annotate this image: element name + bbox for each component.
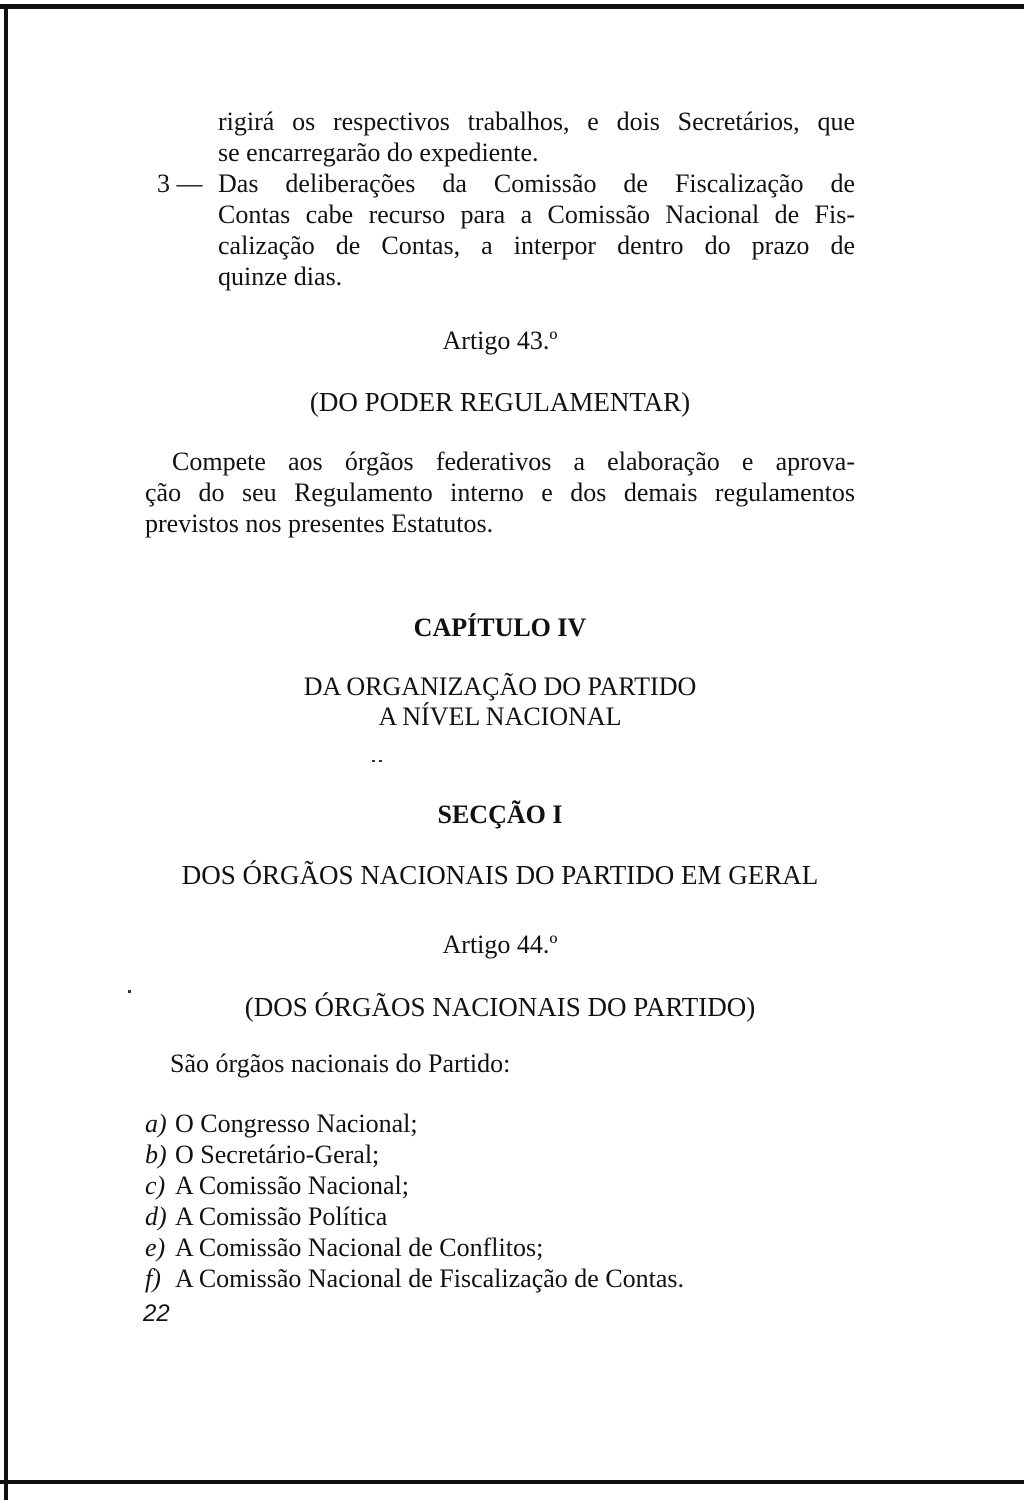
page-border-left <box>4 4 8 1500</box>
list-item: A Comissão Nacional de Fiscalização de Contas. <box>175 1264 685 1293</box>
item-number: 3 — <box>157 169 203 198</box>
paragraph-line: Contas cabe recurso para a Comissão Nacional de Fis- <box>218 200 855 229</box>
article-intro: São órgãos nacionais do Partido: <box>170 1049 511 1078</box>
page-border-top <box>0 4 1024 9</box>
list-item-letter: d) <box>145 1202 167 1231</box>
list-item: A Comissão Nacional de Conflitos; <box>175 1233 544 1262</box>
paragraph-line: ção do seu Regulamento interno e dos demais regulamentos <box>145 478 855 507</box>
paragraph-line: rigirá os respectivos trabalhos, e dois Secretários, que <box>218 107 855 136</box>
page-number: 22 <box>143 1300 170 1327</box>
paragraph-line: quinze dias. <box>218 262 343 291</box>
section-title: DOS ÓRGÃOS NACIONAIS DO PARTIDO EM GERAL <box>181 860 819 890</box>
paragraph-line: Compete aos órgãos federativos a elaboração e aprova- <box>172 447 855 476</box>
list-item: A Comissão Nacional; <box>175 1171 409 1200</box>
list-item-letter: e) <box>145 1233 166 1262</box>
list-item-letter: a) <box>145 1109 167 1138</box>
paragraph-line: calização de Contas, a interpor dentro do prazo de <box>218 231 855 260</box>
paragraph-line: previstos nos presentes Estatutos. <box>145 509 494 538</box>
list-item-letter: c) <box>145 1171 166 1200</box>
article-title: (DO PODER REGULAMENTAR) <box>309 387 691 417</box>
chapter-heading: CAPÍTULO IV <box>413 613 587 642</box>
paragraph-line: Das deliberações da Comissão de Fiscalização de <box>218 169 855 198</box>
chapter-subtitle: DA ORGANIZAÇÃO DO PARTIDO <box>303 672 697 701</box>
list-item-letter: f) <box>145 1264 161 1293</box>
list-item: O Congresso Nacional; <box>175 1109 418 1138</box>
scan-speck <box>372 760 375 762</box>
section-heading: SECÇÃO I <box>437 800 563 829</box>
list-item: O Secretário-Geral; <box>175 1140 380 1169</box>
paragraph-line: se encarregarão do expediente. <box>218 138 539 167</box>
article-title: (DOS ÓRGÃOS NACIONAIS DO PARTIDO) <box>244 992 756 1022</box>
scan-speck <box>379 760 382 762</box>
list-item-letter: b) <box>145 1140 167 1169</box>
article-heading: Artigo 44.º <box>442 930 558 959</box>
page-border-bottom <box>0 1480 1024 1484</box>
list-item: A Comissão Política <box>175 1202 388 1231</box>
chapter-subtitle: A NÍVEL NACIONAL <box>378 702 622 731</box>
article-heading: Artigo 43.º <box>442 326 558 355</box>
